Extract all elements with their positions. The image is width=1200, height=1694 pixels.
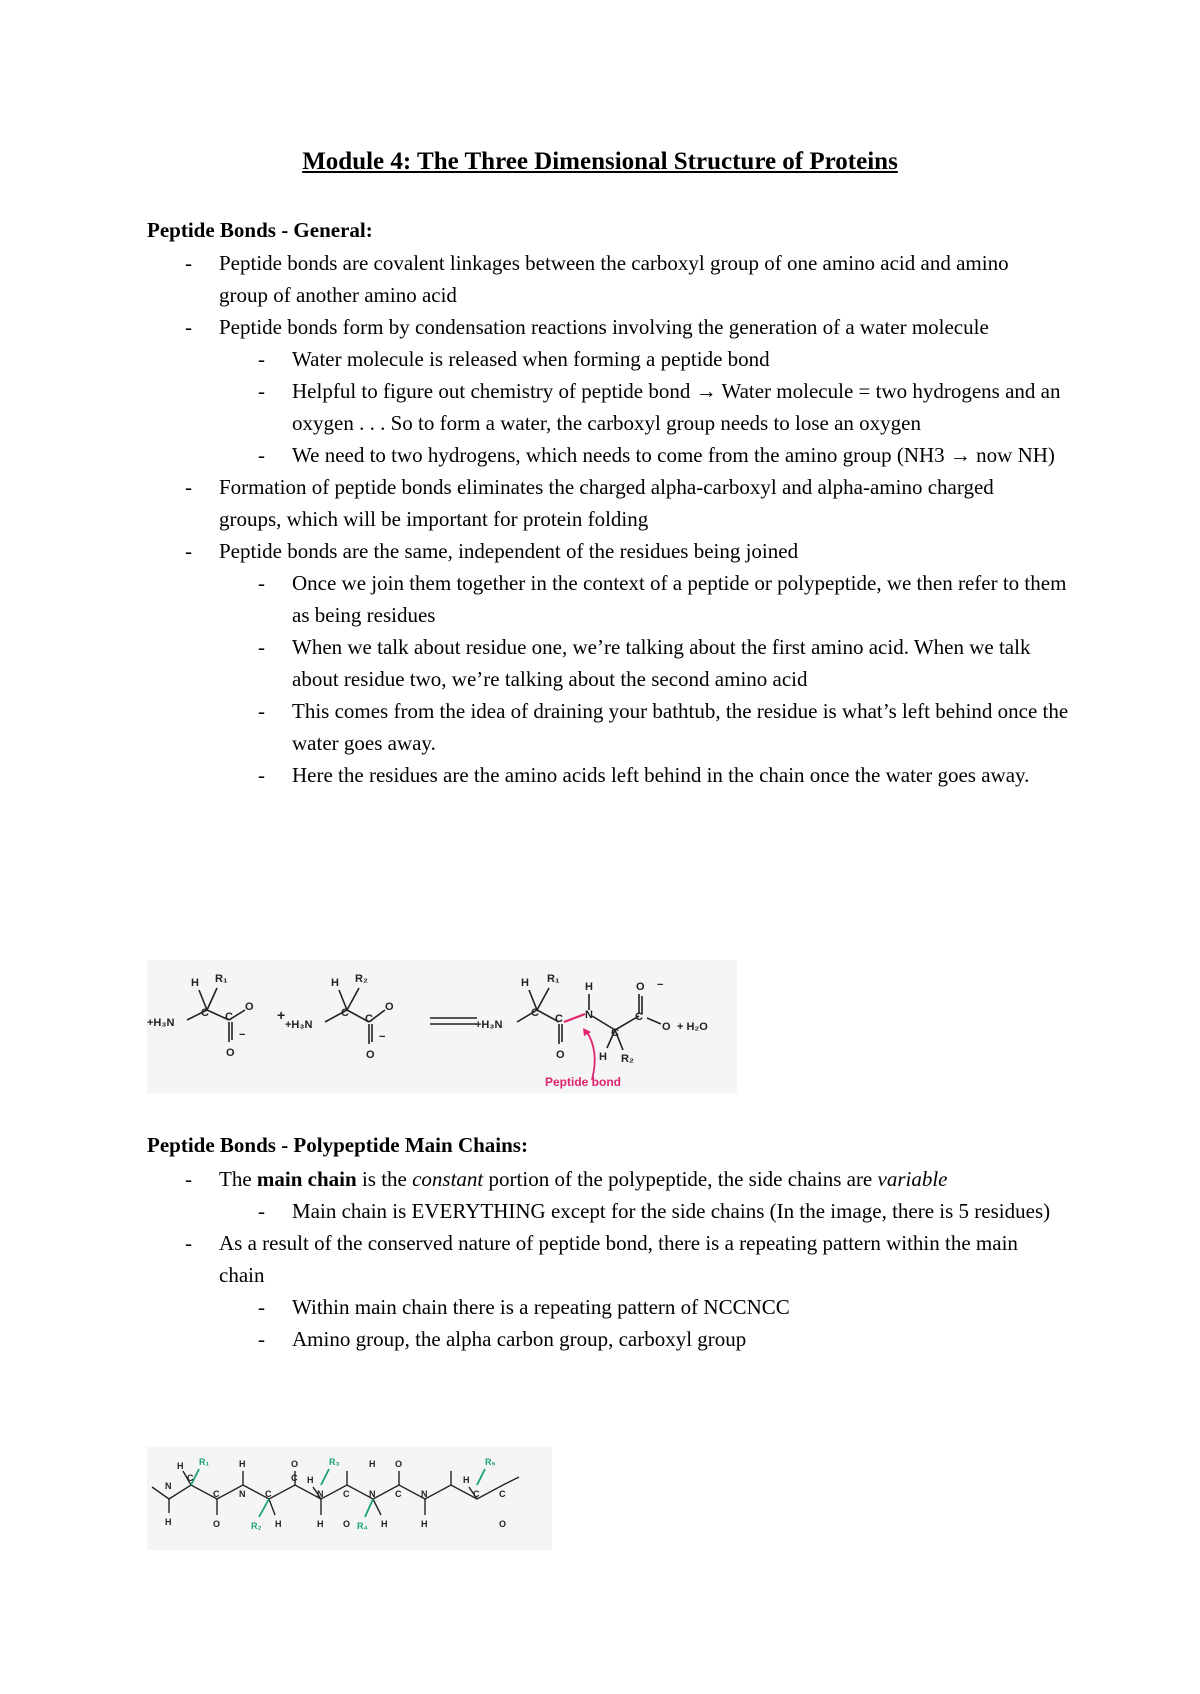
atom-label: H [463,1475,470,1485]
peptide-bond-arrowhead [583,1028,591,1036]
atom-label: H [307,1475,314,1485]
main-chain-figure [147,1447,552,1550]
r4-label: R₄ [357,1521,368,1531]
peptide-bond-diagram [147,960,737,1093]
atom-label: O [662,1021,671,1033]
atom-label: O [366,1049,375,1061]
sub-list-item: - Helpful to figure out chemistry of peptide bond → Water molecule = two hydrogens and an oxygen . . . So to form a water, the carboxyl group needs to lose an oxygen [292,375,1072,439]
section-general-list [0,247,1200,791]
sub-list-item: - Here the residues are the amino acids left behind in the chain once the water goes away. [292,759,1072,791]
atom-label: C [213,1489,220,1499]
list-item: - Peptide bonds are covalent linkages between the carboxyl group of one amino acid and amino group of another amino acid [0,247,1059,311]
emphasis-variable: variable [877,1167,948,1191]
atom-label: H [177,1461,184,1471]
atom-label: C [635,1011,643,1023]
atom-label: C [187,1473,194,1483]
atom-label: H [165,1517,172,1527]
atom-label: C [499,1489,506,1499]
amino-group-label: +H₃N [147,1017,175,1029]
atom-label: C [201,1007,209,1019]
atom-label: H [599,1051,607,1063]
sub-list-item: - This comes from the idea of draining your bathtub, the residue is what’s left behind once the water goes away. [292,695,1072,759]
sub-list-item: - Once we join them together in the context of a peptide or polypeptide, we then refer to them as being residues [292,567,1072,631]
r5-label: R₅ [485,1457,496,1467]
atom-label: H [317,1519,324,1529]
atom-label: H [331,977,339,989]
plus-sign: + [277,1007,286,1023]
r1-label: R₁ [199,1457,210,1467]
section-heading-main-chains: Peptide Bonds - Polypeptide Main Chains: [147,1133,528,1157]
list-item: - As a result of the conserved nature of peptide bond, there is a repeating pattern within the main chain - Within main chain there is a repeating pattern of NCCNCC - Amino group, the alpha carbon group, carboxyl group [0,1227,1059,1355]
amino-group-label: +H₃N [285,1019,313,1031]
emphasis-main-chain: main chain [256,1167,357,1191]
atom-label: H [381,1519,388,1529]
list-item: - The main chain is the constant portion of the polypeptide, the side chains are variable - Main chain is EVERYTHING except for the side chains (In the image, there is 5 residues) [0,1163,1059,1227]
atom-label: H [521,977,529,989]
atom-label: O [343,1519,351,1529]
atom-label: H [275,1519,282,1529]
list-item: - Peptide bonds are the same, independent of the residues being joined - Once we join them together in the context of a peptide or polypeptide, we then refer to them as being residues - When we talk about residue one, we’re talking about the first amino acid. When we talk about residue two, we’re talking about the second amino acid - This comes from the idea of draining your bathtub, the residue is what’s left behind once the water goes away. - Here the residues are the amino acids left behind in the chain once the water goes away. [0,535,1059,791]
atom-label: C [365,1013,373,1025]
atom-label: O [385,1001,394,1013]
atom-label: H [585,981,593,993]
atom-label: N [239,1489,246,1499]
peptide-bond-caption: Peptide bond [545,1075,621,1089]
water-label: + H₂O [677,1021,708,1033]
peptide-bond-line [564,1014,585,1022]
atom-label: O [556,1049,565,1061]
r2-label: R₂ [621,1053,634,1065]
charge-label: − [239,1029,246,1041]
section-heading-general: Peptide Bonds - General: [147,218,373,242]
list-item: - Peptide bonds form by condensation reactions involving the generation of a water molecule - Water molecule is released when forming a peptide bond - Helpful to figure out chemistry of peptide bond → Water molecule = two hydrogens and an oxygen . . . So to form a water, the carboxyl group needs to lose an oxygen - We need to two hydrogens, which needs to come from the amino group (NH3 → now NH) [0,311,1059,471]
atom-label: O [226,1047,235,1059]
atom-label: C [341,1007,349,1019]
r3-label: R₃ [329,1457,340,1467]
atom-label: H [191,977,199,989]
sub-list-item: - Water molecule is released when forming a peptide bond [292,343,1072,375]
atom-label: O [636,981,645,993]
sub-list-item: - When we talk about residue one, we’re talking about the first amino acid. When we talk about residue two, we’re talking about the second amino acid [292,631,1072,695]
emphasis-constant: constant [412,1167,484,1191]
atom-label: O [395,1459,403,1469]
main-chain-diagram [147,1447,552,1550]
atom-label: O [291,1459,299,1469]
atom-label: N [317,1489,324,1499]
r2-label: R₂ [355,973,368,985]
side-chain-bonds [191,1469,485,1517]
atom-label: O [245,1001,254,1013]
atom-label: H [369,1459,376,1469]
atom-label: C [611,1027,619,1039]
charge-label: − [379,1031,386,1043]
list-item: - Formation of peptide bonds eliminates the charged alpha-carboxyl and alpha-amino charged groups, which will be important for protein folding [0,471,1059,535]
atom-label: C [265,1489,272,1499]
atom-label: O [499,1519,507,1529]
atom-label: C [343,1489,350,1499]
page-title: Module 4: The Three Dimensional Structure of Proteins [302,148,898,175]
sub-list-item: - Main chain is EVERYTHING except for the side chains (In the image, there is 5 residues) [292,1195,1072,1227]
peptide-bond-formation-figure [147,960,737,1093]
atom-label: C [225,1011,233,1023]
atom-label: N [165,1481,172,1491]
peptide-bond-arrow [587,1032,595,1080]
sub-list-item: - Within main chain there is a repeating pattern of NCCNCC [292,1291,1072,1323]
atom-label: H [421,1519,428,1529]
atom-label: N [421,1489,428,1499]
r2-label: R₂ [251,1521,262,1531]
r1-label: R₁ [215,973,228,985]
sub-list-item: - Amino group, the alpha carbon group, carboxyl group [292,1323,1072,1355]
charge-label: − [657,979,664,991]
atom-label: C [555,1013,563,1025]
r1-label: R₁ [547,973,560,985]
atom-label: N [585,1009,593,1021]
atom-label: C [473,1489,480,1499]
atom-label: C [531,1007,539,1019]
atom-label: N [369,1489,376,1499]
section-main-chain-list [0,1163,1200,1355]
atom-label: H [239,1459,246,1469]
sub-list-item: - We need to two hydrogens, which needs to come from the amino group (NH3 → now NH) [292,439,1072,471]
atom-label: C [395,1489,402,1499]
amino-group-label: +H₃N [475,1019,503,1031]
atom-label: O [213,1519,221,1529]
atom-label: C [291,1473,298,1483]
